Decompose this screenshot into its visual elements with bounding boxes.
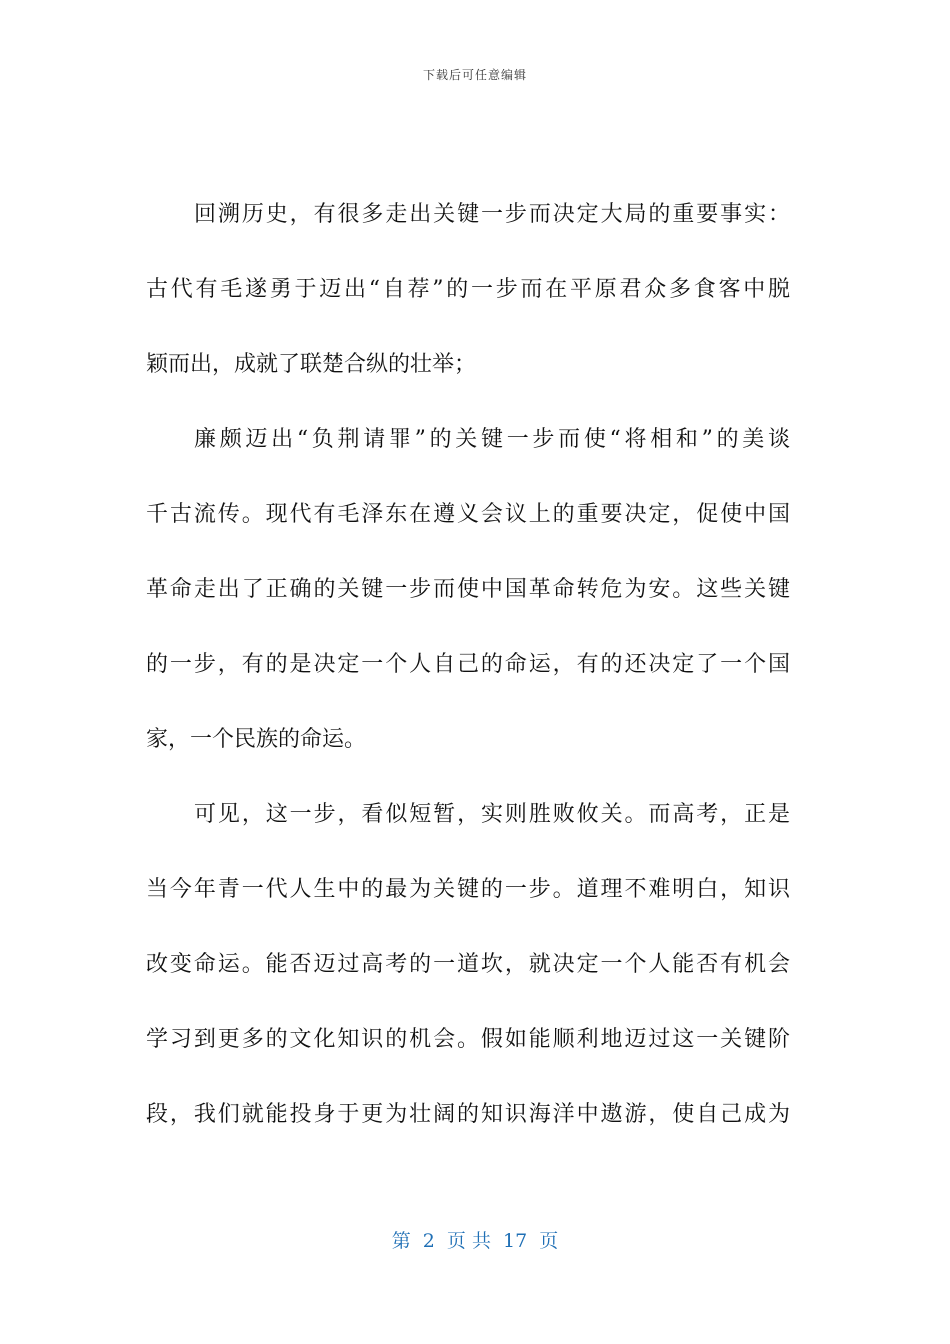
paragraph-3-line-2: 当今年青一代人生中的最为关键的一步。道理不难明白，知识 bbox=[146, 877, 790, 902]
paragraph-1-line-1: 回溯历史，有很多走出关键一步而决定大局的重要事实： bbox=[194, 202, 790, 227]
paragraph-2-line-5: 家，一个民族的命运。 bbox=[146, 727, 367, 752]
paragraph-3-line-1: 可见，这一步，看似短暂，实则胜败攸关。而高考，正是 bbox=[194, 802, 790, 827]
paragraph-2-line-1: 廉颇迈出“负荆请罪”的关键一步而使“将相和”的美谈 bbox=[194, 427, 790, 452]
paragraph-1-line-2: 古代有毛遂勇于迈出“自荐”的一步而在平原君众多食客中脱 bbox=[146, 277, 790, 302]
paragraph-1-line-3: 颖而出，成就了联楚合纵的壮举； bbox=[146, 352, 477, 377]
paragraph-3-line-4: 学习到更多的文化知识的机会。假如能顺利地迈过这一关键阶 bbox=[146, 1027, 790, 1052]
paragraph-2-line-3: 革命走出了正确的关键一步而使中国革命转危为安。这些关键 bbox=[146, 577, 790, 602]
paragraph-2-line-4: 的一步，有的是决定一个人自己的命运，有的还决定了一个国 bbox=[146, 652, 790, 677]
page-header: 下载后可任意编辑 bbox=[422, 68, 527, 82]
page-footer-pagination: 第 2 页 共 17 页 bbox=[391, 1230, 559, 1252]
paragraph-3-line-3: 改变命运。能否迈过高考的一道坎，就决定一个人能否有机会 bbox=[146, 952, 790, 977]
paragraph-3-line-5: 段，我们就能投身于更为壮阔的知识海洋中遨游，使自己成为 bbox=[146, 1102, 790, 1127]
paragraph-2-line-2: 千古流传。现代有毛泽东在遵义会议上的重要决定，促使中国 bbox=[146, 502, 790, 527]
